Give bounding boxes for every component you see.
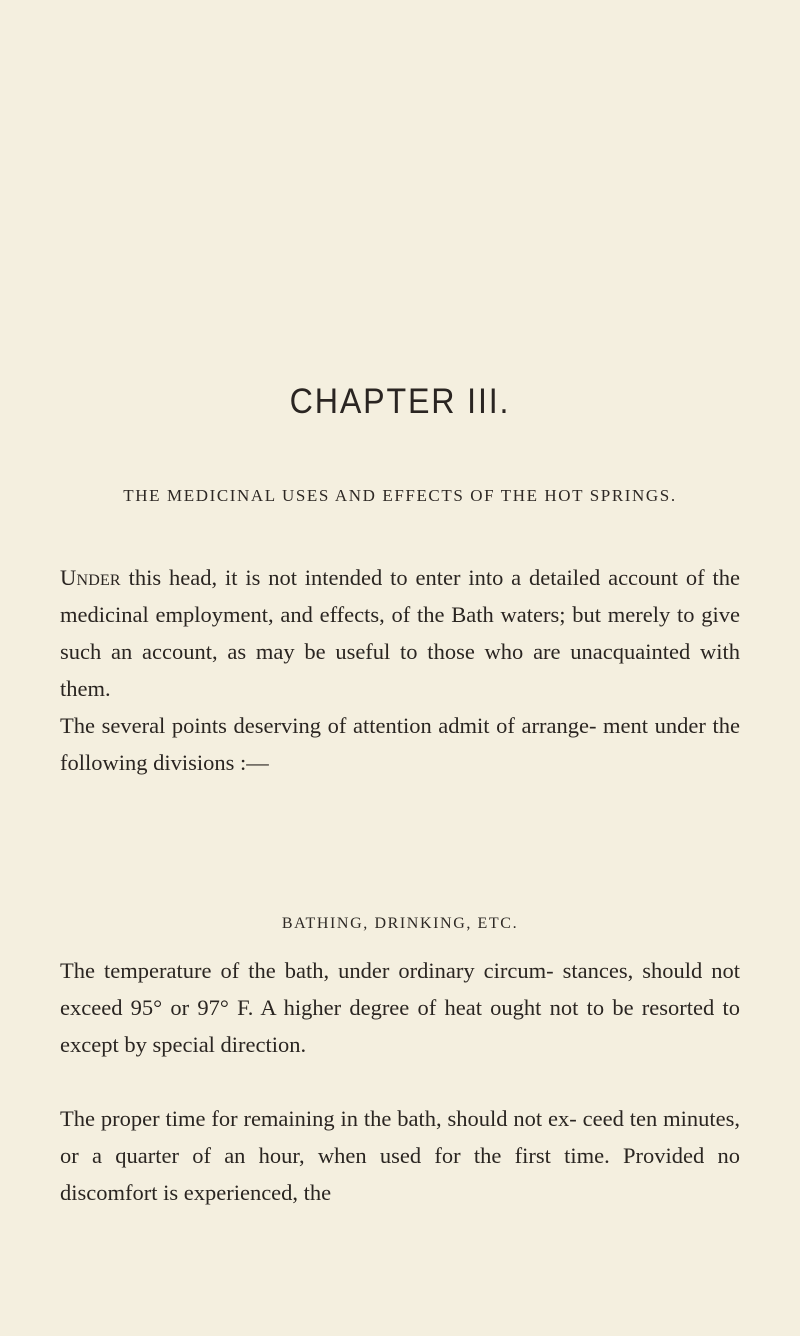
divisions-paragraph: The several points deserving of attention admit of arrange- ment under the following divisions :—	[60, 713, 740, 775]
intro-paragraph-text: this head, it is not intended to enter into a detailed account of the medicinal employment, and effects, of the Bath waters; but merely to give such an account, as may be useful to those who are unacquainted with them.	[60, 565, 740, 701]
bath-time-paragraph: The proper time for remaining in the bath, should not ex- ceed ten minutes, or a quarter of an hour, when used for the first time. Provided no discomfort is experienced, the	[60, 1106, 740, 1205]
chapter-subtitle: THE MEDICINAL USES AND EFFECTS OF THE HOT SPRINGS.	[123, 486, 677, 505]
temperature-paragraph: The temperature of the bath, under ordinary circum- stances, should not exceed 95° or 97° F. A higher degree of heat ought not to be resorted to except by special direction.	[60, 958, 740, 1057]
section-heading: BATHING, DRINKING, ETC.	[281, 915, 519, 932]
intro-lead-word: Under	[60, 565, 121, 590]
intro-paragraph	[60, 559, 740, 707]
chapter-heading: CHAPTER III.	[289, 382, 511, 421]
